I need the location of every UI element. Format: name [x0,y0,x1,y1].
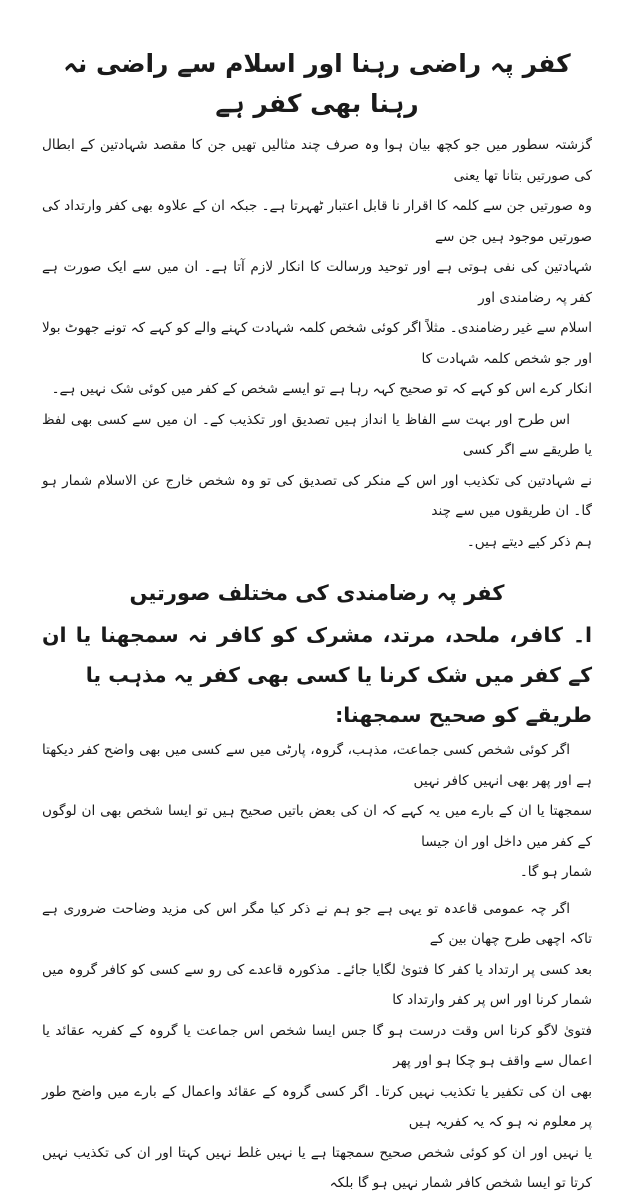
text-line: فتویٰ لاگو کرنا اس وقت درست ہو گا جس ایسا شخص اس جماعت یا گروہ کے کفریہ عقائد یا اعمال سے واقف ہو چکا ہو اور پھر [42,1022,592,1069]
section-one-paragraph [42,735,592,888]
text-line: انکار کرے اس کو کہے کہ تو صحیح کہہ رہا ہے تو ایسے شخص کے کفر میں کوئی شک نہیں ہے۔ [51,381,592,397]
section-subheading: کفر پہ رضامندی کی مختلف صورتیں [129,581,505,605]
text-line: سمجھتا یا ان کے بارے میں یہ کہے کہ ان کی بعض باتیں صحیح ہیں تو ایسا شخص بھی ان لوگوں کے کفر میں داخل اور ان جیسا [42,803,592,850]
heading-text: کافر، ملحد، مرتد، مشرک کو کافر نہ سمجھنا یا ان کے کفر میں شک کرنا یا کسی بھی کفر یہ مذہب یا [42,623,592,687]
text-line: اسلام سے غیر رضامندی۔ مثلاً اگر کوئی شخص کلمہ شہادت کہنے والے کو کہے کہ تونے جھوٹ بولا اور جو شخص کلمہ شہادت کا [42,320,592,367]
text-line: بھی ان کی تکفیر یا تکذیب نہیں کرتا۔ اگر کسی گروہ کے عقائد واعمال کے بارے میں واضح طور پر معلوم نہ ہو کہ یہ کفریہ ہیں [42,1083,592,1130]
text-line: بعد کسی پر ارتداد یا کفر کا فتویٰ لگایا جائے۔ مذکورہ قاعدے کی رو سے کسی کو کافر گروہ میں شمار کرنا اور اس پر کفر وارتداد کا [42,961,592,1008]
text-line: نے شہادتین کی تکذیب اور اس کے منکر کی تصدیق کی تو وہ شخص خارج عن الاسلام شمار ہو گا۔ ان طریقوں میں سے چند [42,472,592,519]
text-line: گزشتہ سطور میں جو کچھ بیان ہوا وہ صرف چند مثالیں تھیں جن کا مقصد شہادتین کے ابطال کی صورتیں بتانا تھا یعنی [42,137,592,184]
heading-line: طریقے کو صحیح سمجھنا: [335,703,592,727]
text-line: اگر کوئی شخص کسی جماعت، مذہب، گروہ، پارٹی میں سے کسی میں بھی واضح کفر دیکھتا ہے اور پھر بھی انہیں کافر نہیں [42,742,592,789]
text-line: شمار ہو گا۔ [519,864,592,880]
intro-paragraph [42,130,592,405]
page-title: کفر پہ راضی رہنا اور اسلام سے راضی نہ رہنا بھی کفر ہے [63,49,571,118]
second-paragraph [42,405,592,558]
last-paragraph [42,894,592,1199]
text-line: یا نہیں اور ان کو کوئی شخص صحیح سمجھتا ہے یا نہیں غلط نہیں کہتا اور ان کی تکذیب نہیں کرتا تو ایسا شخص کافر شمار نہیں ہو گا بلکہ [42,1144,592,1191]
text-line: اس طرح اور بہت سے الفاظ یا انداز ہیں تصدیق اور تکذیب کے۔ ان میں سے کسی بھی لفظ یا طریقے سے اگر کسی [42,411,592,458]
text-line: شہادتین کی نفی ہوتی ہے اور توحید ورسالت کا انکار لازم آتا ہے۔ ان میں سے ایک صورت ہے کفر پہ رضامندی اور [42,259,592,306]
section-one-heading [42,615,592,735]
heading-line [42,615,592,695]
text-line: اگر چہ عمومی قاعدہ تو یہی ہے جو ہم نے ذکر کیا مگر اس کی مزید وضاحت ضروری ہے تاکہ اچھی طرح چھان بین کے [42,900,592,947]
section-number: ا۔ [572,623,592,647]
text-line: ہم ذکر کیے دیتے ہیں۔ [466,533,592,550]
text-line: وہ صورتیں جن سے کلمہ کا اقرار نا قابل اعتبار ٹھہرتا ہے۔ جبکہ ان کے علاوہ بھی کفر وارتداد کی صورتیں موجود ہیں جن سے [42,198,592,245]
